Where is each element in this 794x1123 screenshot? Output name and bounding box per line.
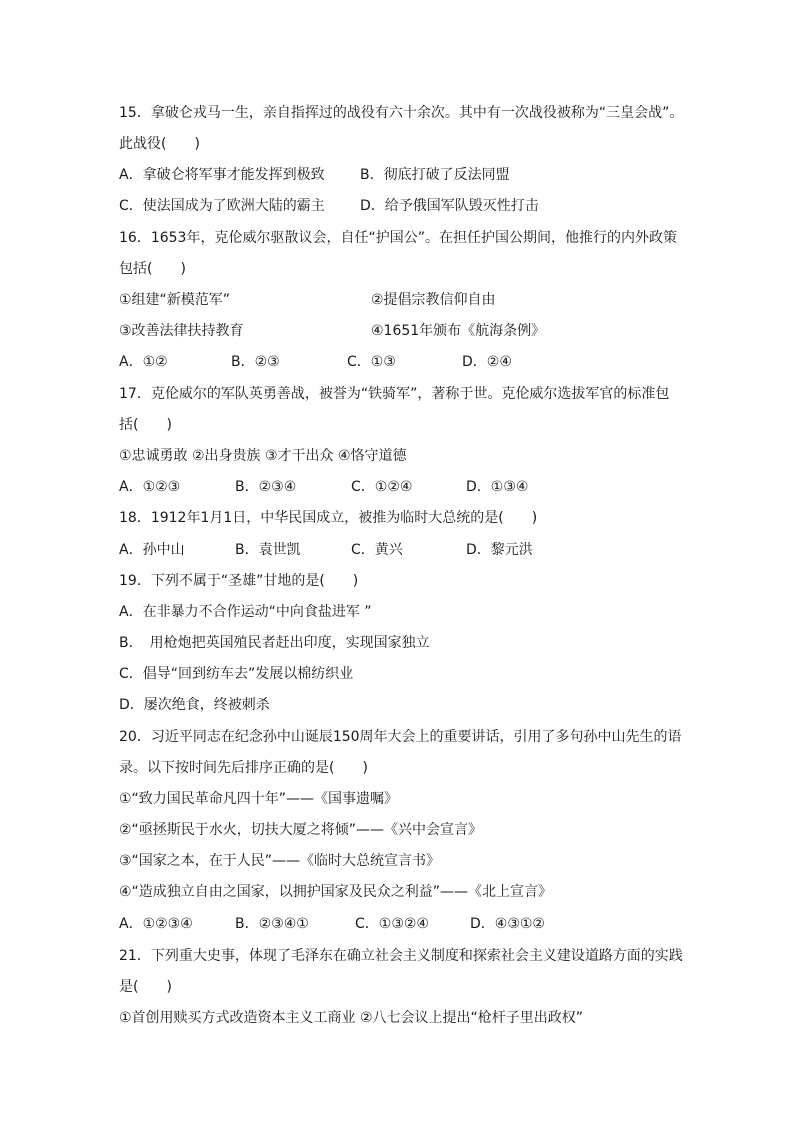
q20-option-b: B．②③④① (235, 916, 309, 932)
q21-stem-line2: 是( ) (119, 979, 172, 995)
q15-stem-line2: 此战役( ) (119, 136, 200, 152)
q17-option-a: A．①②③ (119, 479, 181, 495)
q20-item-3: ③“国家之本，在于人民”——《临时大总统宣言书》 (119, 853, 441, 869)
q17-stem-line2: 括( ) (119, 417, 172, 433)
q17-items: ①忠诚勇敢 ②出身贵族 ③才干出众 ④恪守道德 (119, 448, 407, 464)
q20-stem-line1: 20．习近平同志在纪念孙中山诞辰150周年大会上的重要讲话，引用了多句孙中山先生的语 (119, 729, 682, 745)
q16-option-c: C．①③ (347, 354, 396, 370)
q20-option-a: A．①②③④ (119, 916, 193, 932)
q19-option-a: A．在非暴力不合作运动“中向食盐进军 ” (119, 604, 372, 620)
q17-option-d: D．①③④ (466, 479, 529, 495)
q19-option-b: B． 用枪炮把英国殖民者赶出印度，实现国家独立 (119, 635, 430, 651)
q19-stem-line1: 19．下列不属于“圣雄”甘地的是( ) (119, 573, 359, 589)
q18-stem-line1: 18．1912年1月1日，中华民国成立，被推为临时大总统的是( ) (119, 510, 538, 526)
q16-item-3: ③改善法律扶持教育 (119, 323, 244, 339)
q20-item-2: ②“亟拯斯民于水火，切扶大厦之将倾”——《兴中会宣言》 (119, 822, 483, 838)
q18-option-c: C．黄兴 (351, 542, 403, 558)
q20-stem-line2: 录。以下按时间先后排序正确的是( ) (119, 760, 368, 776)
q16-stem-line2: 包括( ) (119, 261, 186, 277)
q21-items: ①首创用赎买方式改造资本主义工商业 ②八七会议上提出“枪杆子里出政权” (119, 1010, 584, 1026)
q21-stem-line1: 21．下列重大史事，体现了毛泽东在确立社会主义制度和探索社会主义建设道路方面的实践 (119, 948, 683, 964)
q20-option-d: D．④③①② (470, 916, 545, 932)
q18-option-a: A．孙中山 (119, 542, 185, 558)
q17-option-b: B．②③④ (235, 479, 297, 495)
q15-option-d: D．给予俄国军队毁灭性打击 (360, 198, 539, 214)
q20-option-c: C．①③②④ (355, 916, 429, 932)
q15-option-c: C．使法国成为了欧洲大陆的霸主 (119, 198, 325, 214)
q17-option-c: C．①②④ (351, 479, 413, 495)
q19-option-d: D．屡次绝食，终被刺杀 (119, 697, 270, 713)
q16-option-a: A．①② (119, 354, 168, 370)
q17-stem-line1: 17．克伦威尔的军队英勇善战，被誉为“铁骑军”，著称于世。克伦威尔选拔军官的标准包 (119, 386, 670, 402)
q16-item-1: ①组建“新模范军” (119, 292, 231, 308)
q20-item-1: ①“致力国民革命凡四十年”——《国事遗嘱》 (119, 791, 399, 807)
q19-option-c: C．倡导“回到纺车去”发展以棉纺织业 (119, 666, 354, 682)
q16-stem-line1: 16．1653年，克伦威尔驱散议会，自任“护国公”。在担任护国公期间，他推行的内外政策 (119, 230, 677, 246)
q16-option-d: D．②④ (462, 354, 512, 370)
q15-option-a: A．拿破仑将军事才能发挥到极致 (119, 167, 325, 183)
q20-item-4: ④“造成独立自由之国家，以拥护国家及民众之利益”——《北上宣言》 (119, 884, 553, 900)
q15-stem-line1: 15．拿破仑戎马一生，亲自指挥过的战役有六十余次。其中有一次战役被称为“三皇会战”。 (119, 105, 684, 121)
q16-item-4: ④1651年颁布《航海条例》 (371, 323, 546, 339)
q18-option-b: B．袁世凯 (235, 542, 301, 558)
q15-option-b: B．彻底打破了反法同盟 (360, 167, 510, 183)
q18-option-d: D．黎元洪 (466, 542, 533, 558)
q16-option-b: B．②③ (231, 354, 280, 370)
q16-item-2: ②提倡宗教信仰自由 (371, 292, 496, 308)
